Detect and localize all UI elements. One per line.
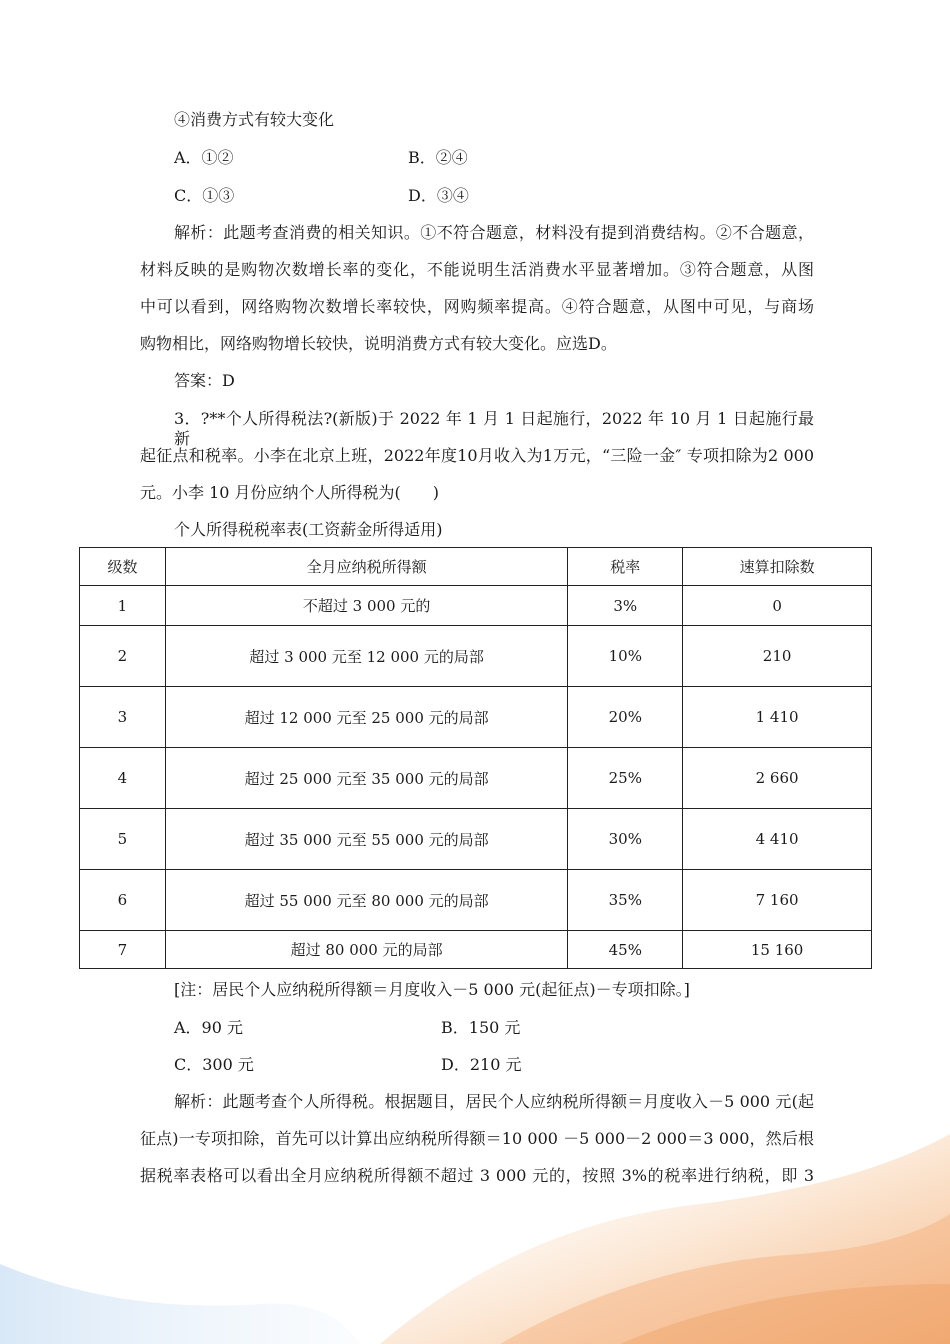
q2-option-d: D．③④ <box>408 186 469 205</box>
tax-rate-table <box>79 547 872 969</box>
cell-level: 6 <box>80 870 166 931</box>
cell-income-range: 超过 55 000 元至 80 000 元的局部 <box>165 870 567 931</box>
q2-analysis-line-2: 材料反映的是购物次数增长率的变化，不能说明生活消费水平显著增加。③符合题意，从图 <box>140 260 814 279</box>
q2-answer: 答案：D <box>174 371 235 390</box>
q3-analysis-line-1: 解析：此题考查个人所得税。根据题目，居民个人应纳税所得额＝月度收入－5 000 元(起 <box>174 1092 814 1111</box>
table-row <box>80 931 872 969</box>
header-level: 级数 <box>80 548 166 586</box>
table-row <box>80 626 872 687</box>
cell-income-range: 超过 12 000 元至 25 000 元的局部 <box>165 687 567 748</box>
cell-income-range: 不超过 3 000 元的 <box>165 586 567 626</box>
q3-option-d: D．210 元 <box>441 1055 522 1074</box>
header-tax-rate: 税率 <box>568 548 683 586</box>
q2-option-c: C．①③ <box>174 186 235 205</box>
table-row <box>80 870 872 931</box>
q3-stem-line-3: 元。小李 10 月份应纳个人所得税为( ) <box>140 483 440 502</box>
cell-income-range: 超过 35 000 元至 55 000 元的局部 <box>165 809 567 870</box>
header-taxable-income: 全月应纳税所得额 <box>165 548 567 586</box>
cell-level: 4 <box>80 748 166 809</box>
cell-rate: 45% <box>568 931 683 969</box>
cell-deduction: 1 410 <box>683 687 872 748</box>
q3-option-b: B．150 元 <box>441 1018 521 1037</box>
q3-analysis-line-3: 据税率表格可以看出全月应纳税所得额不超过 3 000 元的，按照 3%的税率进行纳税，即 3 <box>140 1166 814 1185</box>
table-row <box>80 687 872 748</box>
q3-analysis-line-2: 征点)一专项扣除，首先可以计算出应纳税所得额＝10 000 －5 000－2 000＝3 000，然后根 <box>140 1129 814 1148</box>
cell-level: 2 <box>80 626 166 687</box>
q3-option-a: A．90 元 <box>174 1018 244 1037</box>
cell-rate: 30% <box>568 809 683 870</box>
q2-analysis-line-1: 解析：此题考查消费的相关知识。①不符合题意，材料没有提到消费结构。②不合题意， <box>174 223 814 242</box>
cell-income-range: 超过 80 000 元的局部 <box>165 931 567 969</box>
q3-option-c: C．300 元 <box>174 1055 254 1074</box>
cell-level: 1 <box>80 586 166 626</box>
cell-rate: 25% <box>568 748 683 809</box>
table-note: [注：居民个人应纳税所得额＝月度收入－5 000 元(起征点)－专项扣除。] <box>174 980 690 999</box>
table-row <box>80 586 872 626</box>
cell-level: 3 <box>80 687 166 748</box>
cell-deduction: 4 410 <box>683 809 872 870</box>
table-header-row <box>80 548 872 586</box>
header-quick-deduction: 速算扣除数 <box>683 548 872 586</box>
cell-rate: 10% <box>568 626 683 687</box>
cell-deduction: 0 <box>683 586 872 626</box>
q2-item-4: ④消费方式有较大变化 <box>174 110 335 129</box>
cell-rate: 3% <box>568 586 683 626</box>
cell-deduction: 210 <box>683 626 872 687</box>
q3-stem-line-1: 3．?**个人所得税法?(新版)于 2022 年 1 月 1 日起施行，2022 年 10 月 1 日起施行最新 <box>174 409 814 448</box>
cell-income-range: 超过 3 000 元至 12 000 元的局部 <box>165 626 567 687</box>
table-row <box>80 748 872 809</box>
q3-stem-line-2: 起征点和税率。小李在北京上班，2022年度10月收入为1万元，“三险一金″ 专项扣除为2 000 <box>140 446 814 465</box>
cell-rate: 20% <box>568 687 683 748</box>
cell-deduction: 7 160 <box>683 870 872 931</box>
tax-table-title: 个人所得税税率表(工资薪金所得适用) <box>174 520 443 539</box>
q2-analysis-line-3: 中可以看到，网络购物次数增长率较快，网购频率提高。④符合题意，从图中可见，与商场 <box>140 297 814 316</box>
q2-option-b: B．②④ <box>408 148 468 167</box>
cell-income-range: 超过 25 000 元至 35 000 元的局部 <box>165 748 567 809</box>
q2-option-a: A．①② <box>174 148 234 167</box>
cell-level: 7 <box>80 931 166 969</box>
cell-rate: 35% <box>568 870 683 931</box>
cell-deduction: 2 660 <box>683 748 872 809</box>
cell-level: 5 <box>80 809 166 870</box>
cell-deduction: 15 160 <box>683 931 872 969</box>
q2-analysis-line-4: 购物相比，网络购物增长较快，说明消费方式有较大变化。应选D。 <box>140 334 617 353</box>
table-row <box>80 809 872 870</box>
